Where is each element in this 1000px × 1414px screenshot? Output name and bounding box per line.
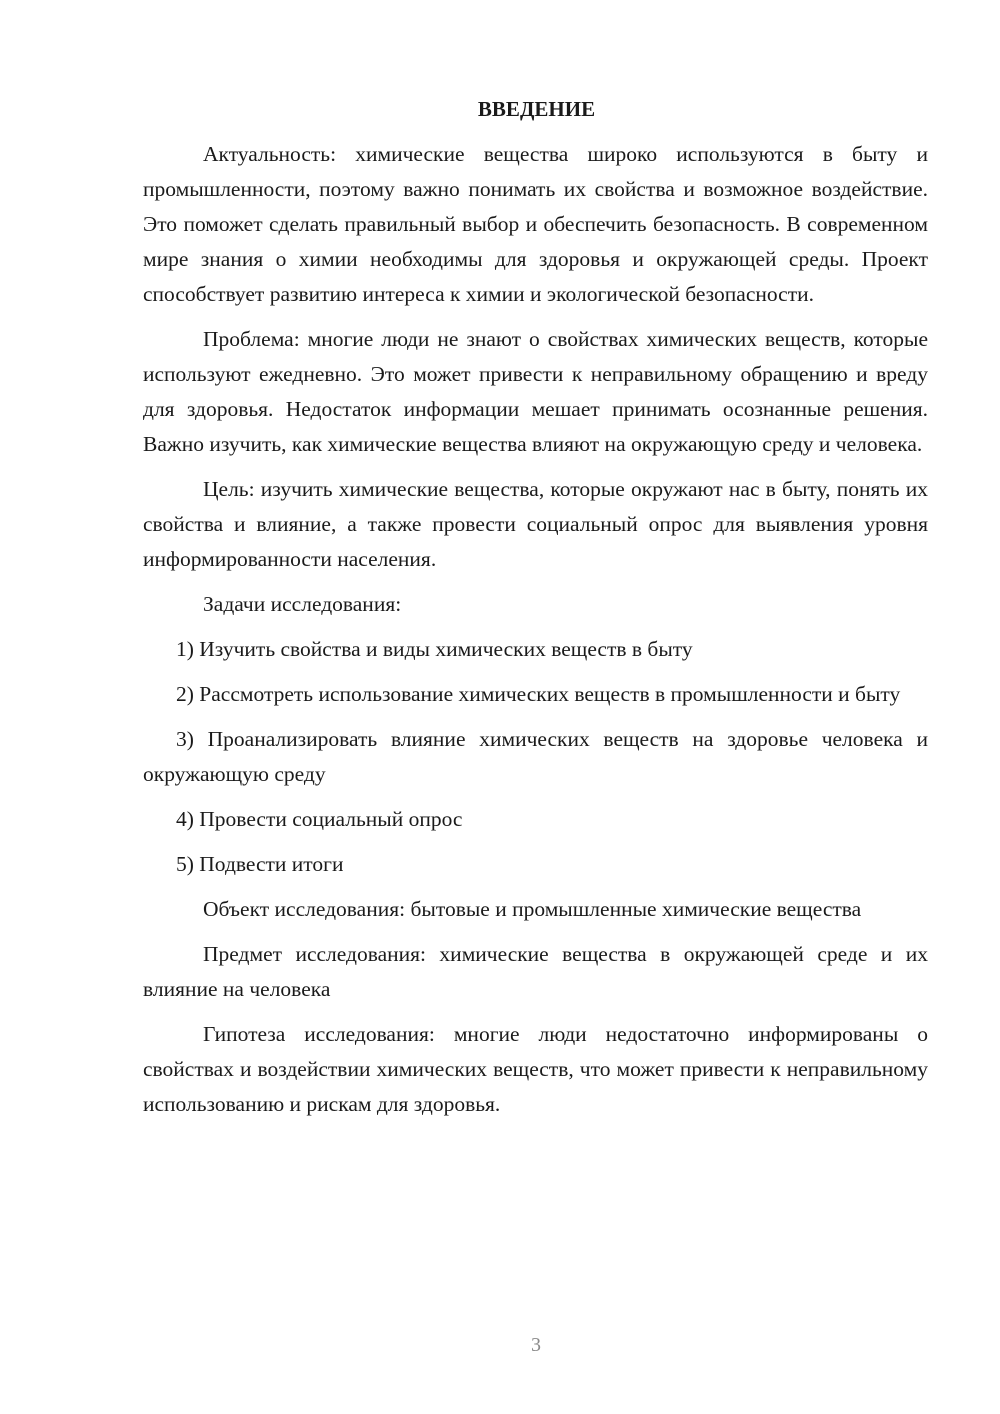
task-item-5: 5) Подвести итоги	[176, 852, 344, 876]
task-item-1: 1) Изучить свойства и виды химических веществ в быту	[176, 637, 693, 661]
section-heading: ВВЕДЕНИЕ	[477, 97, 596, 121]
paragraph-hypothesis: Гипотеза исследования: многие люди недостаточно информированы о свойствах и воздействии химических веществ, что может привести к неправильному использованию и рискам для здоровья.	[143, 1022, 928, 1116]
task-item-3: 3) Проанализировать влияние химических веществ на здоровье человека и окружающую среду	[143, 727, 928, 786]
paragraph-goal: Цель: изучить химические вещества, которые окружают нас в быту, понять их свойства и влияние, а также провести социальный опрос для выявления уровня информированности населения.	[143, 477, 928, 571]
paragraph-object: Объект исследования: бытовые и промышленные химические вещества	[203, 897, 862, 921]
paragraph-problem: Проблема: многие люди не знают о свойствах химических веществ, которые используют ежедневно. Это может привести к неправильному обращению и вреду для здоровья. Недостаток информации мешает принимать осознанные решения. Важно изучить, как химические вещества влияют на окружающую среду и человека.	[143, 327, 928, 456]
paragraph-relevance: Актуальность: химические вещества широко используются в быту и промышленности, поэтому важно понимать их свойства и возможное воздействие. Это поможет сделать правильный выбор и обеспечить безопасность. В современном мире знания о химии необходимы для здоровья и окружающей среды. Проект способствует развитию интереса к химии и экологической безопасности.	[143, 142, 928, 306]
tasks-title: Задачи исследования:	[203, 592, 402, 616]
document-page	[143, 92, 928, 1132]
task-item-4: 4) Провести социальный опрос	[176, 807, 463, 831]
task-item-2: 2) Рассмотреть использование химических веществ в промышленности и быту	[176, 682, 901, 706]
page-number: 3	[531, 1334, 541, 1356]
paragraph-subject: Предмет исследования: химические вещества в окружающей среде и их влияние на человека	[143, 942, 928, 1001]
